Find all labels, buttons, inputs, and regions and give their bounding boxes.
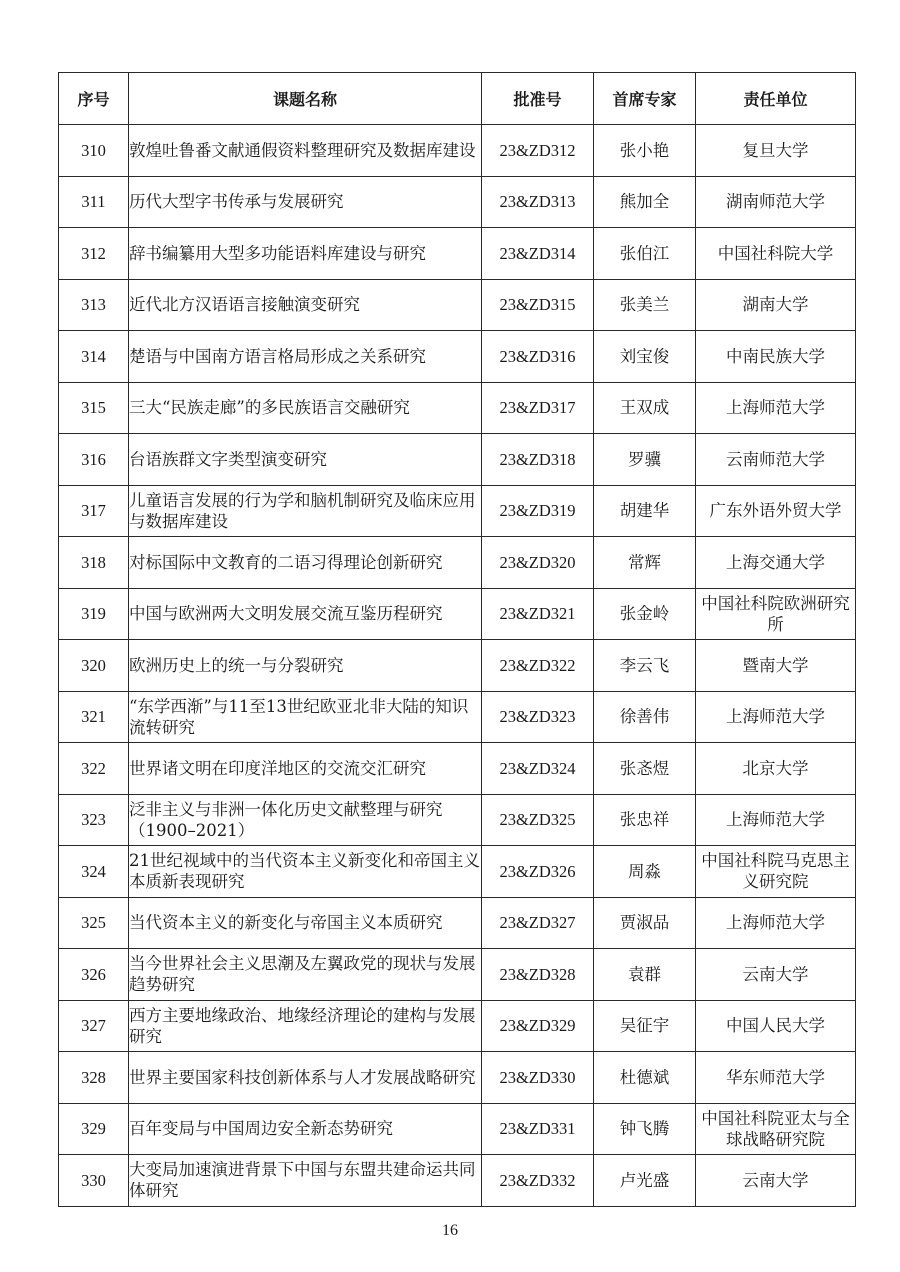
row-unit: 北京大学 <box>696 743 856 795</box>
row-expert: 张金岭 <box>594 588 696 640</box>
row-title: 辞书编纂用大型多功能语料库建设与研究 <box>129 228 482 280</box>
row-no: 314 <box>59 331 129 383</box>
row-no: 311 <box>59 176 129 228</box>
row-title: 世界主要国家科技创新体系与人才发展战略研究 <box>129 1052 482 1104</box>
row-approval: 23&ZD326 <box>482 846 594 898</box>
row-title: 近代北方汉语语言接触演变研究 <box>129 279 482 331</box>
row-unit: 中国人民大学 <box>696 1000 856 1052</box>
row-unit: 中南民族大学 <box>696 331 856 383</box>
row-approval: 23&ZD315 <box>482 279 594 331</box>
row-no: 319 <box>59 588 129 640</box>
table-row <box>59 1103 856 1155</box>
row-expert: 袁群 <box>594 949 696 1001</box>
row-no: 327 <box>59 1000 129 1052</box>
row-expert: 罗骥 <box>594 434 696 486</box>
row-approval: 23&ZD330 <box>482 1052 594 1104</box>
row-no: 316 <box>59 434 129 486</box>
row-expert: 张忠祥 <box>594 794 696 846</box>
header-unit: 责任单位 <box>696 73 856 125</box>
row-expert: 吴征宇 <box>594 1000 696 1052</box>
table-row <box>59 125 856 177</box>
row-title: 世界诸文明在印度洋地区的交流交汇研究 <box>129 743 482 795</box>
row-no: 330 <box>59 1155 129 1207</box>
row-unit: 上海师范大学 <box>696 897 856 949</box>
row-unit: 广东外语外贸大学 <box>696 485 856 537</box>
table-row <box>59 485 856 537</box>
row-approval: 23&ZD316 <box>482 331 594 383</box>
row-title: 中国与欧洲两大文明发展交流互鉴历程研究 <box>129 588 482 640</box>
row-approval: 23&ZD313 <box>482 176 594 228</box>
row-approval: 23&ZD312 <box>482 125 594 177</box>
table-row <box>59 331 856 383</box>
row-approval: 23&ZD319 <box>482 485 594 537</box>
row-expert: 徐善伟 <box>594 691 696 743</box>
row-title: 台语族群文字类型演变研究 <box>129 434 482 486</box>
table-row <box>59 228 856 280</box>
row-no: 324 <box>59 846 129 898</box>
row-approval: 23&ZD331 <box>482 1103 594 1155</box>
page-number: 16 <box>442 1222 458 1239</box>
row-unit: 中国社科院亚太与全球战略研究院 <box>696 1103 856 1155</box>
row-approval: 23&ZD321 <box>482 588 594 640</box>
row-no: 326 <box>59 949 129 1001</box>
row-title: 儿童语言发展的行为学和脑机制研究及临床应用与数据库建设 <box>129 485 482 537</box>
row-expert: 钟飞腾 <box>594 1103 696 1155</box>
row-no: 310 <box>59 125 129 177</box>
row-no: 322 <box>59 743 129 795</box>
row-approval: 23&ZD314 <box>482 228 594 280</box>
row-approval: 23&ZD317 <box>482 382 594 434</box>
row-title: 21世纪视域中的当代资本主义新变化和帝国主义本质新表现研究 <box>129 846 482 898</box>
row-unit: 中国社科院大学 <box>696 228 856 280</box>
header-expert: 首席专家 <box>594 73 696 125</box>
row-title: 楚语与中国南方语言格局形成之关系研究 <box>129 331 482 383</box>
header-title: 课题名称 <box>129 73 482 125</box>
row-title: 历代大型字书传承与发展研究 <box>129 176 482 228</box>
row-approval: 23&ZD324 <box>482 743 594 795</box>
row-title: 泛非主义与非洲一体化历史文献整理与研究（1900–2021） <box>129 794 482 846</box>
row-no: 325 <box>59 897 129 949</box>
table-row <box>59 897 856 949</box>
table-row <box>59 1000 856 1052</box>
table-header-row <box>59 73 856 125</box>
row-unit: 上海师范大学 <box>696 794 856 846</box>
table-row <box>59 691 856 743</box>
row-unit: 湖南大学 <box>696 279 856 331</box>
row-expert: 周淼 <box>594 846 696 898</box>
table-row <box>59 176 856 228</box>
header-approval: 批准号 <box>482 73 594 125</box>
row-title: 对标国际中文教育的二语习得理论创新研究 <box>129 537 482 589</box>
row-approval: 23&ZD322 <box>482 640 594 692</box>
row-no: 328 <box>59 1052 129 1104</box>
row-expert: 张忞煜 <box>594 743 696 795</box>
row-no: 315 <box>59 382 129 434</box>
row-unit: 暨南大学 <box>696 640 856 692</box>
row-expert: 杜德斌 <box>594 1052 696 1104</box>
row-title: 欧洲历史上的统一与分裂研究 <box>129 640 482 692</box>
table-row <box>59 1155 856 1207</box>
row-unit: 上海师范大学 <box>696 691 856 743</box>
row-approval: 23&ZD320 <box>482 537 594 589</box>
row-expert: 张美兰 <box>594 279 696 331</box>
table-row <box>59 846 856 898</box>
row-no: 320 <box>59 640 129 692</box>
project-table <box>58 72 856 1207</box>
row-expert: 张小艳 <box>594 125 696 177</box>
row-title: 当今世界社会主义思潮及左翼政党的现状与发展趋势研究 <box>129 949 482 1001</box>
row-expert: 熊加全 <box>594 176 696 228</box>
row-expert: 李云飞 <box>594 640 696 692</box>
row-expert: 贾淑品 <box>594 897 696 949</box>
row-expert: 常辉 <box>594 537 696 589</box>
row-expert: 卢光盛 <box>594 1155 696 1207</box>
table-row <box>59 382 856 434</box>
row-no: 329 <box>59 1103 129 1155</box>
row-unit: 上海师范大学 <box>696 382 856 434</box>
row-approval: 23&ZD332 <box>482 1155 594 1207</box>
row-approval: 23&ZD323 <box>482 691 594 743</box>
row-approval: 23&ZD325 <box>482 794 594 846</box>
table-row <box>59 434 856 486</box>
header-no: 序号 <box>59 73 129 125</box>
row-title: 西方主要地缘政治、地缘经济理论的建构与发展研究 <box>129 1000 482 1052</box>
table-row <box>59 588 856 640</box>
row-approval: 23&ZD327 <box>482 897 594 949</box>
table-row <box>59 743 856 795</box>
table-row <box>59 949 856 1001</box>
row-unit: 复旦大学 <box>696 125 856 177</box>
row-title: 大变局加速演进背景下中国与东盟共建命运共同体研究 <box>129 1155 482 1207</box>
row-no: 321 <box>59 691 129 743</box>
row-unit: 云南大学 <box>696 949 856 1001</box>
row-unit: 湖南师范大学 <box>696 176 856 228</box>
row-unit: 云南大学 <box>696 1155 856 1207</box>
row-expert: 张伯江 <box>594 228 696 280</box>
row-title: 百年变局与中国周边安全新态势研究 <box>129 1103 482 1155</box>
row-unit: 中国社科院欧洲研究所 <box>696 588 856 640</box>
table-row <box>59 640 856 692</box>
table-row <box>59 794 856 846</box>
row-unit: 云南师范大学 <box>696 434 856 486</box>
row-no: 323 <box>59 794 129 846</box>
row-title: 三大“民族走廊”的多民族语言交融研究 <box>129 382 482 434</box>
table-row <box>59 537 856 589</box>
row-title: 当代资本主义的新变化与帝国主义本质研究 <box>129 897 482 949</box>
row-approval: 23&ZD329 <box>482 1000 594 1052</box>
table-row <box>59 1052 856 1104</box>
row-no: 312 <box>59 228 129 280</box>
row-no: 313 <box>59 279 129 331</box>
row-title: “东学西渐”与11至13世纪欧亚北非大陆的知识流转研究 <box>129 691 482 743</box>
row-expert: 王双成 <box>594 382 696 434</box>
row-expert: 刘宝俊 <box>594 331 696 383</box>
table-row <box>59 279 856 331</box>
row-unit: 华东师范大学 <box>696 1052 856 1104</box>
row-no: 318 <box>59 537 129 589</box>
row-approval: 23&ZD328 <box>482 949 594 1001</box>
row-unit: 上海交通大学 <box>696 537 856 589</box>
row-no: 317 <box>59 485 129 537</box>
row-unit: 中国社科院马克思主义研究院 <box>696 846 856 898</box>
row-title: 敦煌吐鲁番文献通假资料整理研究及数据库建设 <box>129 125 482 177</box>
row-expert: 胡建华 <box>594 485 696 537</box>
row-approval: 23&ZD318 <box>482 434 594 486</box>
